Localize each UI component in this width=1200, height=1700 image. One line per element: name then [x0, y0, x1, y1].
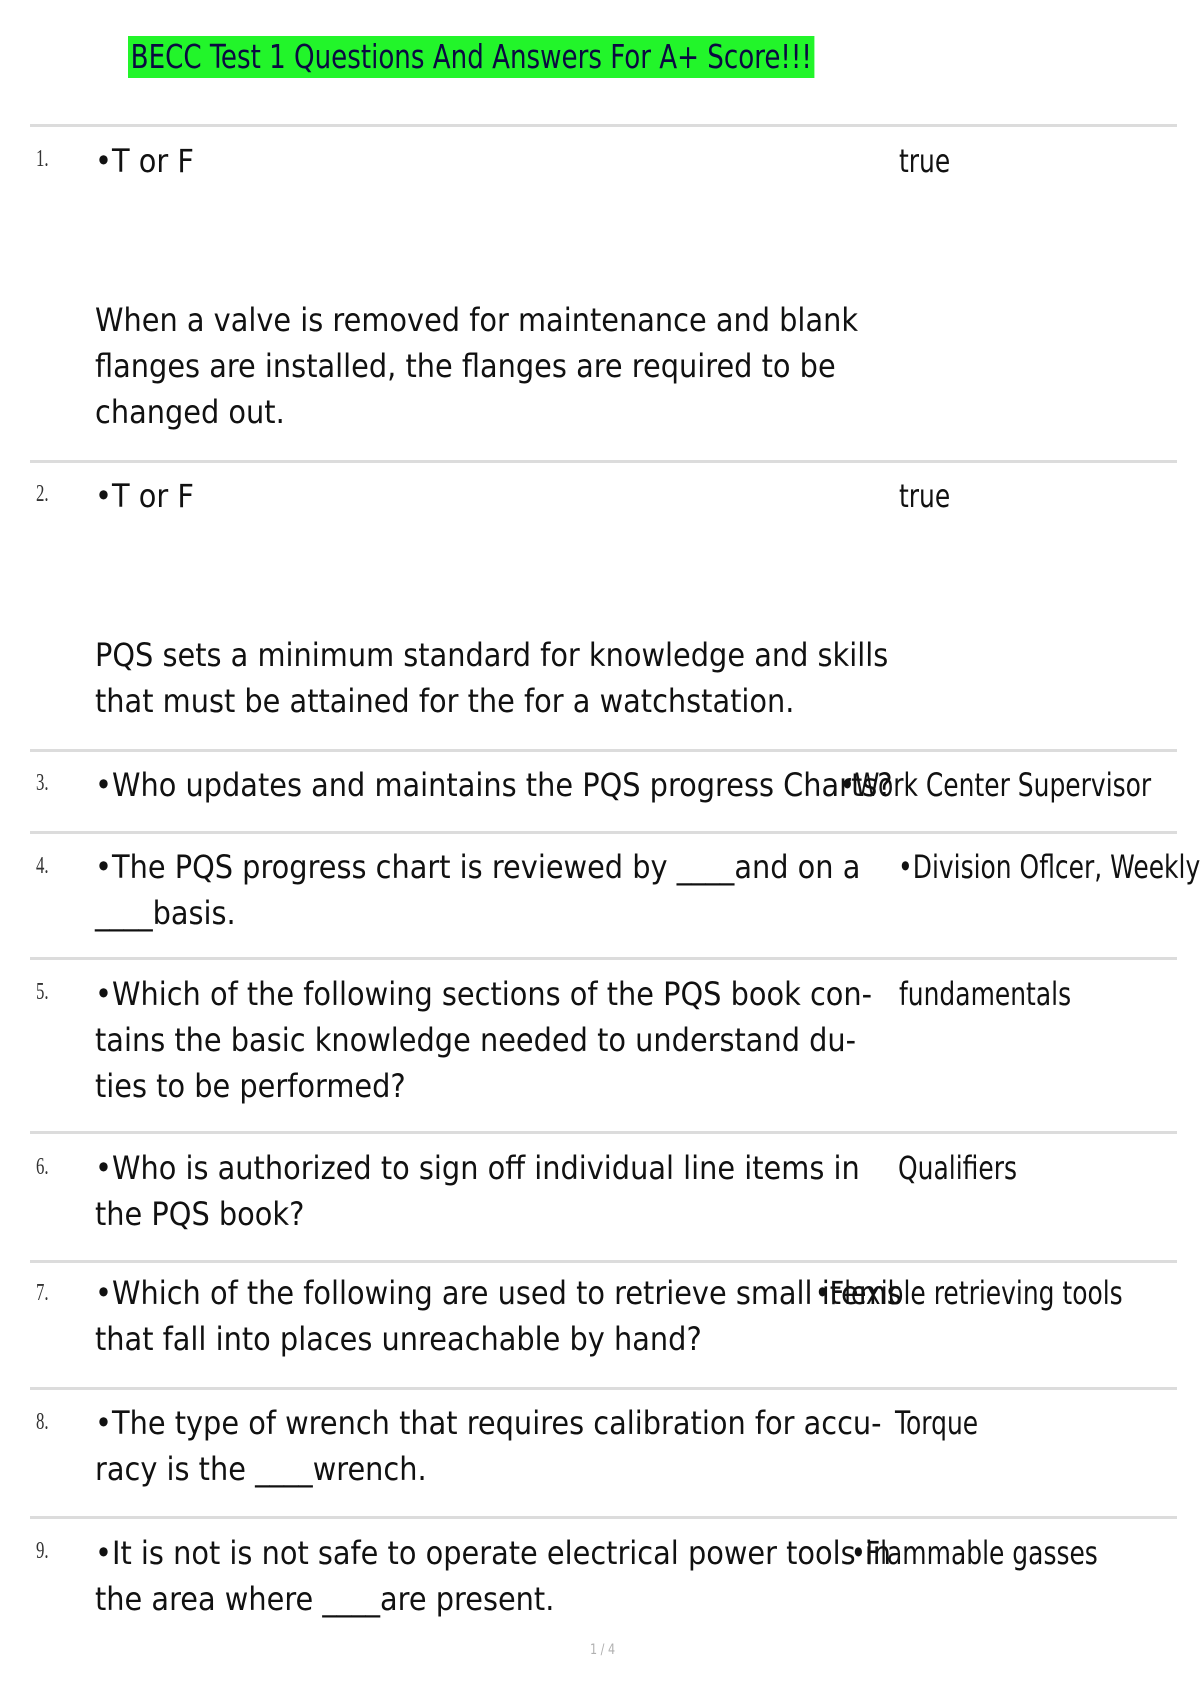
answer-text: fundamentals [899, 975, 1072, 1013]
question-prompt: •T or F [95, 477, 194, 515]
divider [30, 749, 1177, 752]
item-number: 4. [36, 853, 49, 879]
answer-text: true [899, 142, 951, 180]
answer-text: •Division Oflcer, Weekly [898, 848, 1200, 886]
divider [30, 1260, 1177, 1263]
question-text: •The type of wrench that requires calibration for accu- racy is the ____wrench. [95, 1404, 882, 1488]
divider [30, 1516, 1177, 1519]
answer-text: Torque [895, 1404, 979, 1442]
question-text: •Who is authorized to sign off individual line items in the PQS book? [95, 1149, 860, 1233]
answer-text: true [899, 477, 951, 515]
question-prompt: •T or F [95, 142, 194, 180]
item-number: 3. [36, 770, 49, 796]
divider [30, 831, 1177, 834]
answer-text: •Flexible retrieving tools [815, 1274, 1123, 1312]
item-number: 6. [36, 1154, 49, 1180]
item-number: 9. [36, 1538, 49, 1564]
question-text: When a valve is removed for maintenance and blank flanges are installed, the flanges are required to be changed out. [95, 301, 859, 431]
divider [30, 460, 1177, 463]
document-title: BECC Test 1 Questions And Answers For A+ Score!!! [128, 36, 814, 78]
question-text: •It is not is not safe to operate electrical power tools in the area where ____are present. [95, 1534, 892, 1618]
item-number: 1. [36, 146, 49, 172]
page-number: 1 / 4 [590, 1642, 616, 1658]
item-number: 8. [36, 1409, 49, 1435]
question-text: •Who updates and maintains the PQS progress Charts? [95, 766, 893, 804]
answer-text: Qualifiers [898, 1149, 1017, 1187]
divider [30, 1387, 1177, 1390]
divider [30, 1131, 1177, 1134]
divider [30, 957, 1177, 960]
question-text: •The PQS progress chart is reviewed by ____and on a ____basis. [95, 848, 861, 932]
divider [30, 124, 1177, 127]
question-text: PQS sets a minimum standard for knowledge and skills that must be attained for the for a watchstation. [95, 636, 889, 720]
question-text: •Which of the following are used to retrieve small items that fall into places unreachable by hand? [95, 1274, 902, 1358]
item-number: 2. [36, 481, 49, 507]
answer-text: •Flammable gasses [851, 1534, 1098, 1572]
answer-text: •Work Center Supervisor [840, 766, 1152, 804]
question-text: •Which of the following sections of the PQS book con- tains the basic knowledge needed to understand du- ties to be performed? [95, 975, 873, 1105]
item-number: 7. [36, 1280, 49, 1306]
item-number: 5. [36, 979, 49, 1005]
